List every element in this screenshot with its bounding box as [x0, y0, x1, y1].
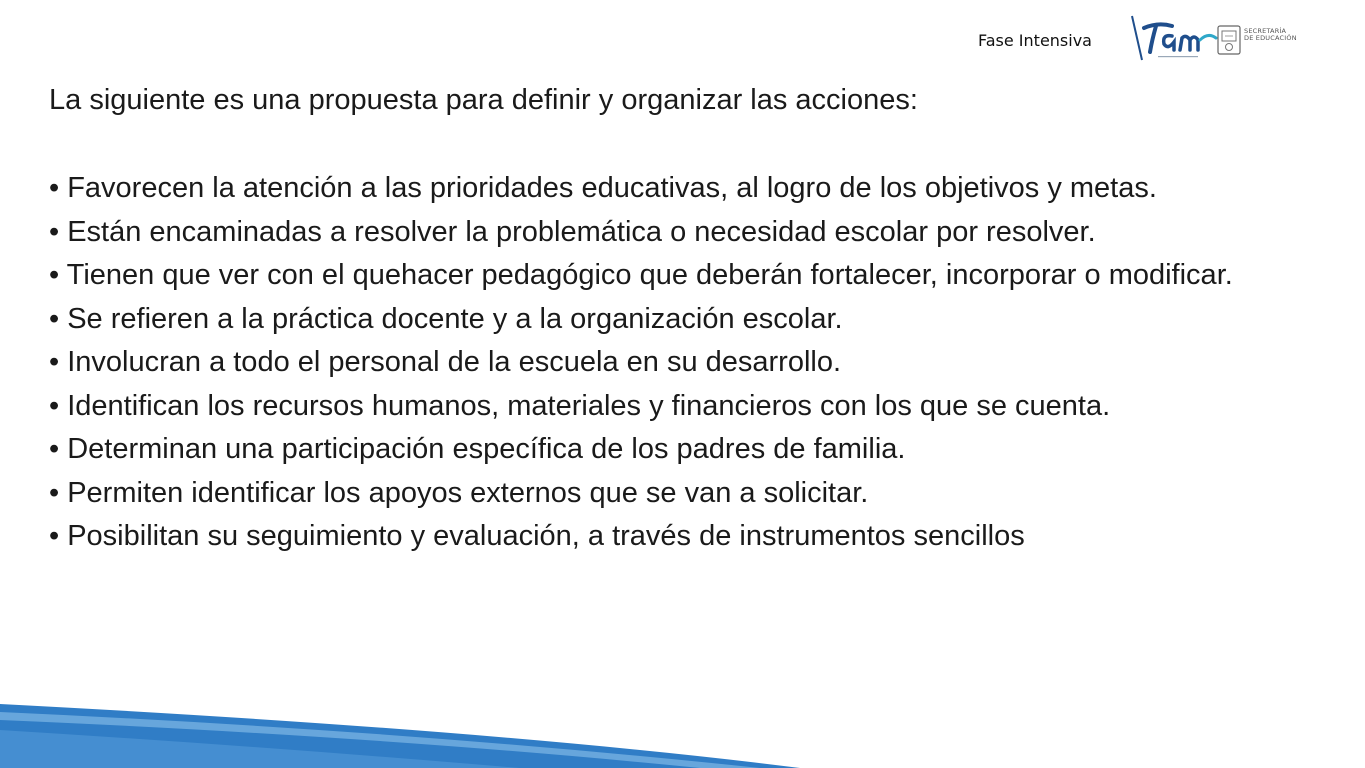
- intro-text: La siguiente es una propuesta para definir y organizar las acciones:: [49, 84, 918, 116]
- list-item: • Tienen que ver con el quehacer pedagógico que deberán fortalecer, incorporar o modificar.: [49, 259, 1233, 291]
- list-item: • Permiten identificar los apoyos externos que se van a solicitar.: [49, 476, 869, 509]
- tam-logo: [1128, 14, 1220, 62]
- list-item: • Involucran a todo el personal de la escuela en su desarrollo.: [49, 346, 842, 378]
- list-item: • Identifican los recursos humanos, materiales y financieros con los que se cuenta.: [49, 389, 1111, 422]
- list-item: • Posibilitan su seguimiento y evaluación, a través de instrumentos sencillos: [49, 520, 1025, 552]
- action-list: [49, 167, 1291, 559]
- secretaria-logo-line-2: DE EDUCACIÓN: [1244, 34, 1297, 42]
- secretaria-logo-text: [1244, 28, 1297, 42]
- list-item: • Favorecen la atención a las prioridades educativas, al logro de los objetivos y metas.: [49, 172, 1157, 204]
- footer-swoosh: [0, 690, 1365, 768]
- list-item: • Están encaminadas a resolver la problemática o necesidad escolar por resolver.: [49, 215, 1096, 248]
- list-item: • Determinan una participación específica de los padres de familia.: [49, 433, 906, 465]
- seal-icon: [1217, 25, 1241, 55]
- list-item: • Se refieren a la práctica docente y a la organización escolar.: [49, 302, 843, 335]
- header-label: Fase Intensiva: [978, 31, 1092, 50]
- secretaria-logo-line-1: SECRETARÍA: [1244, 27, 1287, 35]
